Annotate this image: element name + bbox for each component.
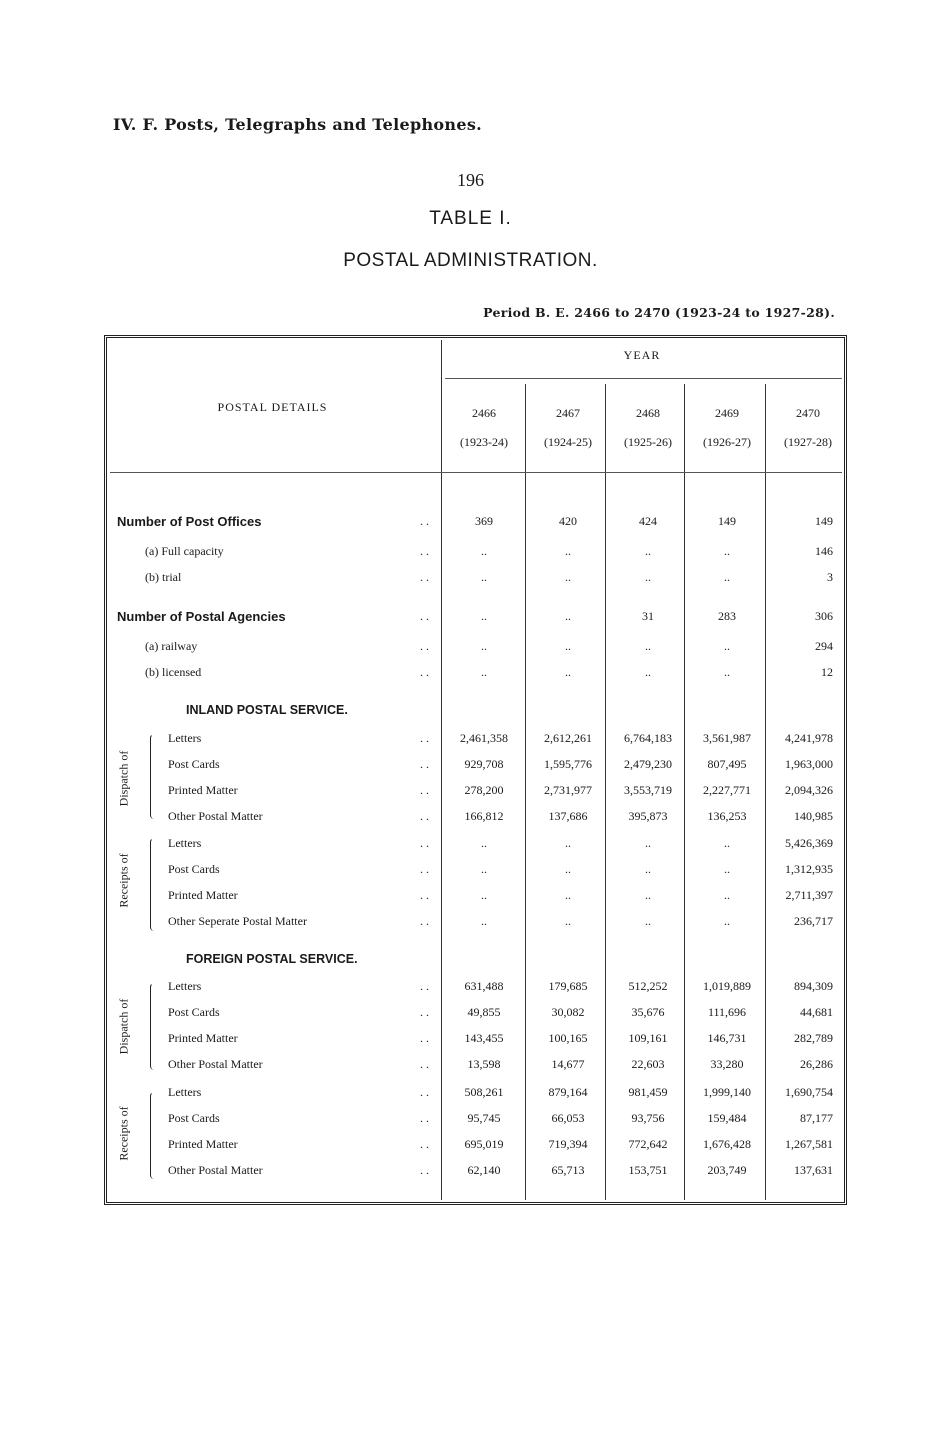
leader-dots: .. [420, 757, 432, 771]
foreign-receipts-label: Receipts of [116, 1106, 131, 1161]
table-cell: 66,053 [551, 1111, 585, 1125]
inland-heading: INLAND POSTAL SERVICE. [186, 703, 348, 717]
table-cell: 111,696 [707, 1005, 747, 1019]
table-cell: .. [724, 544, 730, 558]
table-cell: 282,789 [794, 1031, 833, 1045]
table-cell: .. [645, 914, 651, 928]
bracket [150, 1092, 159, 1179]
table-cell: 5,426,369 [785, 836, 833, 850]
leader-dots: .. [420, 731, 432, 745]
table-cell: 109,161 [628, 1031, 668, 1045]
bracket [150, 838, 159, 931]
year-be: 2467 [556, 406, 580, 420]
bracket [150, 734, 159, 819]
year-be: 2469 [715, 406, 739, 420]
table-cell: 62,140 [467, 1163, 501, 1177]
table-cell: .. [724, 836, 730, 850]
row-label: Number of Postal Agencies [117, 609, 286, 624]
leader-dots: .. [420, 979, 432, 993]
table-cell: 1,312,935 [785, 862, 833, 876]
table-cell: 136,253 [707, 809, 747, 823]
row-label: Printed Matter [168, 1137, 238, 1151]
leader-dots: .. [420, 1137, 432, 1151]
table-cell: 166,812 [464, 809, 504, 823]
table-cell: 143,455 [464, 1031, 504, 1045]
table-cell: .. [645, 836, 651, 850]
table-cell: 44,681 [800, 1005, 833, 1019]
table-cell: 93,756 [631, 1111, 665, 1125]
table-cell: 236,717 [794, 914, 833, 928]
year-column-header [606, 406, 690, 450]
leader-dots: .. [420, 783, 432, 797]
table-title: TABLE I. [429, 208, 512, 229]
year-column-header [766, 406, 850, 450]
table-cell: .. [565, 609, 571, 623]
table-cell: 3,561,987 [703, 731, 751, 745]
table-cell: .. [481, 862, 487, 876]
table-cell: .. [565, 639, 571, 653]
foreign-heading: FOREIGN POSTAL SERVICE. [186, 952, 358, 966]
table-cell: .. [565, 862, 571, 876]
table-cell: 2,479,230 [624, 757, 672, 771]
table-cell: .. [645, 639, 651, 653]
table-cell: 4,241,978 [785, 731, 833, 745]
table-cell: .. [645, 665, 651, 679]
year-be: 2470 [796, 406, 820, 420]
leader-dots: .. [420, 665, 432, 679]
table-subtitle: POSTAL ADMINISTRATION. [343, 250, 598, 271]
leader-dots: .. [420, 836, 432, 850]
table-cell: 294 [815, 639, 833, 653]
table-cell: 95,745 [467, 1111, 501, 1125]
table-cell: 149 [815, 514, 833, 528]
table-cell: 369 [475, 514, 493, 528]
year-column-header [526, 406, 610, 450]
year-rule [445, 378, 842, 379]
year-be: 2466 [472, 406, 496, 420]
table-cell: 719,394 [548, 1137, 588, 1151]
row-label: Letters [168, 979, 202, 993]
row-label: Printed Matter [168, 783, 238, 797]
table-cell: 395,873 [628, 809, 668, 823]
row-label: Letters [168, 836, 202, 850]
table-cell: 140,985 [794, 809, 833, 823]
row-label: Number of Post Offices [117, 514, 262, 529]
table-cell: .. [481, 639, 487, 653]
table-cell: 12 [821, 665, 833, 679]
table-cell: 1,676,428 [703, 1137, 751, 1151]
table-cell: .. [724, 862, 730, 876]
table-cell: .. [645, 570, 651, 584]
row-label: Other Postal Matter [168, 1057, 263, 1071]
table-cell: .. [724, 914, 730, 928]
row-label: (a) railway [145, 639, 198, 653]
bracket [150, 983, 159, 1070]
leader-dots: .. [420, 862, 432, 876]
year-column-header [442, 406, 526, 450]
table-cell: .. [565, 570, 571, 584]
table-cell: .. [481, 914, 487, 928]
leader-dots: .. [420, 570, 432, 584]
row-label: Other Seperate Postal Matter [168, 914, 307, 928]
leader-dots: .. [420, 1163, 432, 1177]
leader-dots: .. [420, 914, 432, 928]
leader-dots: .. [420, 514, 432, 528]
table-cell: 6,764,183 [624, 731, 672, 745]
leader-dots: .. [420, 544, 432, 558]
table-cell: 149 [718, 514, 736, 528]
table-cell: 1,690,754 [785, 1085, 833, 1099]
table-cell: .. [481, 570, 487, 584]
table-cell: 3,553,719 [624, 783, 672, 797]
page-number: 196 [457, 170, 484, 190]
table-cell: 807,495 [707, 757, 747, 771]
year-header: YEAR [623, 348, 661, 362]
table-cell: .. [724, 665, 730, 679]
table-cell: 3 [827, 570, 833, 584]
row-label: Post Cards [168, 1005, 220, 1019]
table-cell: .. [565, 665, 571, 679]
table-cell: 33,280 [710, 1057, 744, 1071]
table-cell: 159,484 [707, 1111, 747, 1125]
table-cell: 306 [815, 609, 833, 623]
table-cell: .. [565, 914, 571, 928]
table-cell: 203,749 [707, 1163, 747, 1177]
table-cell: 879,164 [548, 1085, 588, 1099]
foreign-dispatch-label: Dispatch of [116, 998, 131, 1055]
table-cell: .. [481, 888, 487, 902]
table-cell: 14,677 [551, 1057, 585, 1071]
table-cell: 153,751 [628, 1163, 668, 1177]
table-cell: 30,082 [551, 1005, 585, 1019]
table-cell: 894,309 [794, 979, 833, 993]
table-cell: 2,227,771 [703, 783, 751, 797]
row-label: Letters [168, 731, 202, 745]
table-cell: 2,731,977 [544, 783, 592, 797]
leader-dots: .. [420, 809, 432, 823]
row-label: Other Postal Matter [168, 809, 263, 823]
row-label: Post Cards [168, 1111, 220, 1125]
table-cell: .. [565, 888, 571, 902]
table-cell: 65,713 [551, 1163, 585, 1177]
year-be: 2468 [636, 406, 660, 420]
row-label: Printed Matter [168, 1031, 238, 1045]
table-cell: 137,686 [548, 809, 588, 823]
section-heading: IV. F. Posts, Telegraphs and Telephones. [113, 115, 482, 134]
table-cell: 146 [815, 544, 833, 558]
row-label: (b) trial [145, 570, 182, 584]
table-cell: 695,019 [464, 1137, 504, 1151]
table-cell: 283 [718, 609, 736, 623]
table-cell: .. [481, 544, 487, 558]
table-cell: 2,094,326 [785, 783, 833, 797]
leader-dots: .. [420, 1111, 432, 1125]
table-cell: .. [481, 609, 487, 623]
table-cell: 981,459 [628, 1085, 668, 1099]
year-ce: (1926-27) [703, 435, 751, 449]
table-cell: .. [724, 570, 730, 584]
table-cell: .. [481, 836, 487, 850]
table-cell: .. [645, 544, 651, 558]
leader-dots: .. [420, 888, 432, 902]
period-line: Period B. E. 2466 to 2470 (1923-24 to 1927-28). [483, 305, 835, 320]
table-cell: 35,676 [631, 1005, 665, 1019]
year-ce: (1925-26) [624, 435, 672, 449]
table-cell: 1,595,776 [544, 757, 592, 771]
table-cell: 2,461,358 [460, 731, 508, 745]
row-label: (a) Full capacity [145, 544, 224, 558]
table-cell: 100,165 [548, 1031, 588, 1045]
table-cell: 631,488 [464, 979, 504, 993]
table-cell: 508,261 [464, 1085, 504, 1099]
leader-dots: .. [420, 609, 432, 623]
table-cell: 22,603 [631, 1057, 665, 1071]
row-label: Other Postal Matter [168, 1163, 263, 1177]
leader-dots: .. [420, 639, 432, 653]
leader-dots: .. [420, 1085, 432, 1099]
year-ce: (1923-24) [460, 435, 508, 449]
table-cell: 13,598 [467, 1057, 501, 1071]
row-label: Printed Matter [168, 888, 238, 902]
table-cell: .. [645, 888, 651, 902]
table-cell: 1,999,140 [703, 1085, 751, 1099]
table-cell: .. [481, 665, 487, 679]
table-cell: .. [565, 544, 571, 558]
table-cell: 146,731 [707, 1031, 747, 1045]
table-cell: .. [565, 836, 571, 850]
leader-dots: .. [420, 1031, 432, 1045]
table-cell: 420 [559, 514, 577, 528]
table-cell: .. [645, 862, 651, 876]
table-cell: 772,642 [628, 1137, 668, 1151]
table-cell: 512,252 [628, 979, 668, 993]
row-label: Letters [168, 1085, 202, 1099]
inland-dispatch-label: Dispatch of [116, 750, 131, 807]
row-label: (b) licensed [145, 665, 202, 679]
table-cell: 179,685 [548, 979, 588, 993]
table-cell: 278,200 [464, 783, 504, 797]
header-rule [110, 472, 842, 473]
table-cell: 1,019,889 [703, 979, 751, 993]
table-cell: 2,612,261 [544, 731, 592, 745]
table-cell: 1,963,000 [785, 757, 833, 771]
leader-dots: .. [420, 1057, 432, 1071]
table-cell: 31 [642, 609, 654, 623]
leader-dots: .. [420, 1005, 432, 1019]
table-cell: .. [724, 639, 730, 653]
table-cell: 49,855 [467, 1005, 501, 1019]
table-cell: 929,708 [464, 757, 504, 771]
year-ce: (1927-28) [784, 435, 832, 449]
row-label: Post Cards [168, 862, 220, 876]
year-column-header [685, 406, 769, 450]
table-cell: .. [724, 888, 730, 902]
postal-details-header: POSTAL DETAILS [217, 400, 328, 414]
table-cell: 87,177 [800, 1111, 833, 1125]
inland-receipts-label: Receipts of [116, 853, 131, 908]
table-cell: 26,286 [800, 1057, 833, 1071]
table-cell: 1,267,581 [785, 1137, 833, 1151]
table-cell: 424 [639, 514, 657, 528]
year-ce: (1924-25) [544, 435, 592, 449]
table-cell: 2,711,397 [785, 888, 833, 902]
row-label: Post Cards [168, 757, 220, 771]
table-cell: 137,631 [794, 1163, 833, 1177]
